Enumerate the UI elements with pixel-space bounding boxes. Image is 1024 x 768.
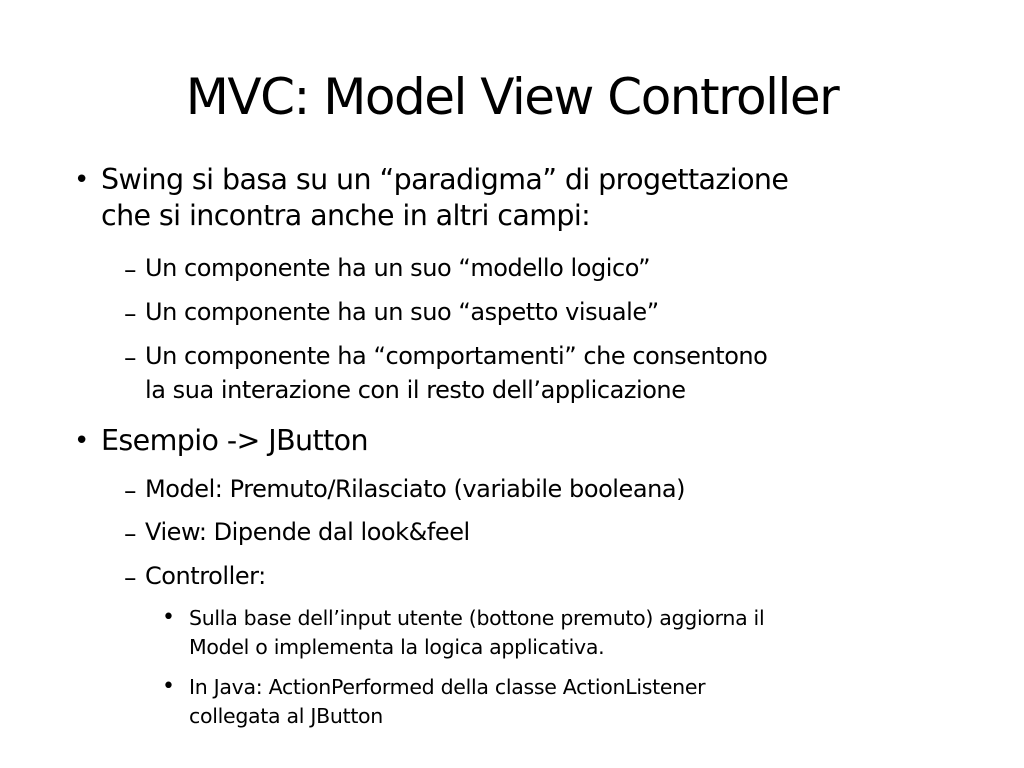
bullet-text-line: Swing si basa su un “paradigma” di progettazione <box>101 163 789 196</box>
small-dot-bullet-icon: • <box>162 674 175 699</box>
slide-content <box>60 0 980 768</box>
sub-sub-bullet-text-line: collegata al JButton <box>189 704 383 728</box>
dash-bullet-icon: – <box>124 476 137 505</box>
sub-bullet-text-line: Controller: <box>145 562 266 590</box>
sub-sub-bullet-text-line: In Java: ActionPerformed della classe ActionListener <box>189 675 706 699</box>
small-dot-bullet-icon: • <box>162 605 175 630</box>
dash-bullet-icon: – <box>124 255 137 284</box>
sub-bullet-text-line: Model: Premuto/Rilasciato (variabile booleana) <box>145 475 686 503</box>
sub-bullet-text-line: View: Dipende dal look&feel <box>145 518 470 546</box>
bullet-text-line: Esempio -> JButton <box>101 424 368 457</box>
bullet-dot-icon: • <box>74 165 90 195</box>
slide-title: MVC: Model View Controller <box>185 68 839 126</box>
dash-bullet-icon: – <box>124 299 137 328</box>
sub-sub-bullet-text-line: Model o implementa la logica applicativa. <box>189 635 605 659</box>
bullet-dot-icon: • <box>74 426 90 456</box>
bullet-text-line: che si incontra anche in altri campi: <box>101 199 591 232</box>
dash-bullet-icon: – <box>124 563 137 592</box>
dash-bullet-icon: – <box>124 519 137 548</box>
sub-bullet-text-line: Un componente ha un suo “modello logico” <box>145 254 651 282</box>
sub-sub-bullet-text-line: Sulla base dell’input utente (bottone premuto) aggiorna il <box>189 606 765 630</box>
dash-bullet-icon: – <box>124 343 137 372</box>
sub-bullet-text-line: la sua interazione con il resto dell’applicazione <box>145 376 686 404</box>
sub-bullet-text-line: Un componente ha un suo “aspetto visuale” <box>145 298 659 326</box>
sub-bullet-text-line: Un componente ha “comportamenti” che consentono <box>145 342 768 370</box>
